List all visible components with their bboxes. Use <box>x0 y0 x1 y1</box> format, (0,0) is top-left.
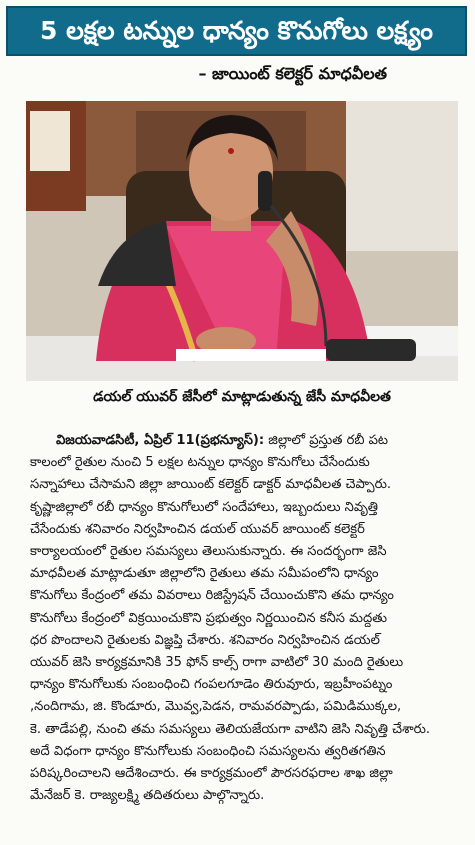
body-line: అదే విధంగా ధాన్యం కొనుగోలుకు సంబంధించి సమస్యలను త్వరితగతిన <box>30 743 386 759</box>
headline: 5 లక్షల టన్నుల ధాన్యం కొనుగోలు లక్ష్యం <box>6 6 467 56</box>
body-line: చేసేందుకు శనివారం నిర్వహించిన డయల్ యువర్ జాయింట్ కలెక్టర్ <box>30 521 365 537</box>
body-line: పరిష్కరించాలని ఆదేశించారు. ఈ కార్యక్రమంలో పౌరసరఫరాల శాఖ జిల్లా <box>30 766 393 782</box>
body-line: కె. తాడేపల్లి, నుంచి తమ సమస్యలు తెలియజేయగా వాటిని జెసి నివృత్తి చేశారు. <box>30 721 431 737</box>
body-line: కొనుగోలు కేంద్రంలో తమ వివరాలు రిజిస్ట్రేషన్ చేయించుకొని తమ ధాన్యం <box>30 588 394 604</box>
official-on-phone-illustration <box>26 101 458 381</box>
dateline: విజయవాడసిటీ, ఏప్రిల్ 11(ప్రభన్యూస్): <box>56 433 265 448</box>
body-line: కృష్ణాజిల్లాలో రబీ ధాన్యం కొనుగోలులో సందేహాలు, ఇబ్బందులు నివృత్తి <box>30 499 379 515</box>
body-line-first <box>30 430 466 452</box>
body-line: ధాన్యం కొనుగోలుకు సంబంధించి గంపలగూడెం తిరువూరు, ఇబ్రహీంపట్నం <box>30 677 393 693</box>
body-line: ,నందిగామ, జి. కొండూరు, మొవ్వ,పెడన, రామవరప్పాడు, పమిడిముక్కల, <box>30 699 402 715</box>
body-line: కొనుగోలు కేంద్రంలో విక్రయించుకొని ప్రభుత్వం నిర్ణయించిన కనీస మద్దతు <box>30 610 387 626</box>
body-line: కాలంలో రైతుల నుంచి 5 లక్షల టన్నుల ధాన్యం కొనుగోలు చేసేందుకు <box>30 455 370 471</box>
article-body <box>30 430 466 807</box>
photo-caption: డయల్ యువర్ జేసీలో మాట్లాడుతున్న జేసీ మాధవీలత <box>93 389 391 405</box>
body-line: జిల్లాలో ప్రస్తుత రబీ పట <box>268 433 389 448</box>
body-line: ధర పొందాలని రైతులకు విజ్ఞప్తి చేశారు. శనివారం నిర్వహించిన డయల్ <box>30 632 380 648</box>
byline: – జాయింట్ కలెక్టర్ మాధవీలత <box>198 64 387 83</box>
body-line: మేనేజర్ కె. రాజ్యలక్ష్మి తదితరులు పాల్గొన్నారు. <box>30 788 265 804</box>
article-photo <box>26 101 458 381</box>
body-line: సన్నాహాలు చేసామని జిల్లా జాయింట్ కలెక్టర్ డాక్టర్ మాధవీలత చెప్పారు. <box>30 477 392 493</box>
body-line: యువర్ జెసి కార్యక్రమానికి 35 ఫోన్ కాల్స్ రాగా వాటిలో 30 మంది రైతులు <box>30 655 404 671</box>
body-line: కార్యాలయంలో రైతుల సమస్యలు తెలుసుకున్నారు. ఈ సందర్భంగా జెసి <box>30 544 387 560</box>
body-line: మాధవీలత మాట్లాడుతూ జిల్లాలోని రైతులు తమ సమీపంలోని ధాన్యం <box>30 566 379 582</box>
